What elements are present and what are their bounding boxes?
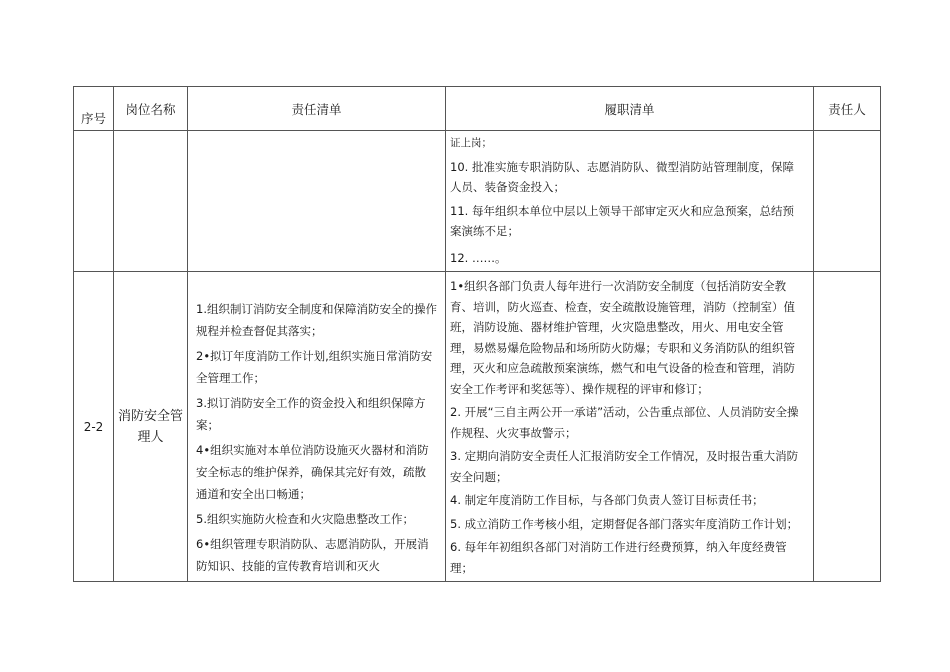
responsibility-item: 3.拟订消防安全工作的资金投入和组织保障方案； xyxy=(196,396,426,432)
performance-item: 11. 每年组织本单位中层以上领导干部审定灭火和应急预案，总结预案演练不足； xyxy=(450,203,794,238)
performance-item: 3. 定期向消防安全责任人汇报消防安全工作情况，及时报告重大消防安全问题； xyxy=(450,449,799,484)
header-person: 责任人 xyxy=(814,87,881,131)
responsibility-item: 2•拟订年度消防工作计划,组织实施日常消防安全管理工作； xyxy=(196,349,433,385)
duty-table xyxy=(73,86,881,582)
row-num-cell xyxy=(74,131,114,272)
performance-item: 10. 批准实施专职消防队、志愿消防队、微型消防站管理制度，保障人员、装备资金投入； xyxy=(450,159,794,194)
performance-item: 5. 成立消防工作考核小组，定期督促各部门落实年度消防工作计划； xyxy=(450,516,799,531)
header-responsibility: 责任清单 xyxy=(188,87,446,131)
table-row-continued xyxy=(74,131,881,272)
responsibility-item: 5.组织实施防火检查和火灾隐患整改工作； xyxy=(196,512,414,526)
row-person-cell xyxy=(814,272,881,582)
table-row-2-2 xyxy=(74,272,881,582)
responsibility-item: 6•组织管理专职消防队、志愿消防队，开展消防知识、技能的宣传教育培训和灭火 xyxy=(196,537,429,573)
performance-item: 2. 开展“三自主两公开一承诺”活动，公告重点部位、人员消防安全操作规程、火灾事故警示； xyxy=(450,405,799,440)
row-person-cell xyxy=(814,131,881,272)
header-performance: 履职清单 xyxy=(446,87,814,131)
row-performance-cell xyxy=(446,272,814,582)
performance-item: 12. ……。 xyxy=(450,250,507,265)
header-num: 序号 xyxy=(74,87,114,131)
row-performance-cell xyxy=(446,131,814,272)
row-num-cell: 2-2 xyxy=(74,272,114,582)
performance-item: 6. 每年年初组织各部门对消防工作进行经费预算，纳入年度经费管理； xyxy=(450,540,787,575)
header-role: 岗位名称 xyxy=(114,87,188,131)
row-role-cell xyxy=(114,131,188,272)
performance-item: 4. 制定年度消防工作目标，与各部门负责人签订目标责任书； xyxy=(450,493,764,507)
row-responsibility-cell xyxy=(188,272,446,582)
row-responsibility-cell xyxy=(188,131,446,272)
responsibility-item: 1.组织制订消防安全制度和保障消防安全的操作规程并检查督促其落实； xyxy=(196,302,437,338)
responsibility-item: 4•组织实施对本单位消防设施灭火器材和消防安全标志的维护保养，确保其完好有效，疏散通道和安全出口畅通； xyxy=(196,443,429,501)
performance-item: 1•组织各部门负责人每年进行一次消防安全制度（包括消防安全教育、培训，防火巡查、检查，安全疏散设施管理，消防（控制室）值班，消防设施、器材维护管理，火灾隐患整改，用火、用电安全管理，易燃易爆危险物品和场所防火防爆；专职和义务消防队的组织管理，灭火和应急疏散预案演练，燃气和电气设备的检查和管理，消防安全工作考评和奖惩等）、操作规程的评审和修订； xyxy=(450,279,795,396)
row-role-cell: 消防安全管理人 xyxy=(114,272,188,582)
performance-item: 证上岗； xyxy=(450,137,492,149)
header-row xyxy=(74,87,881,131)
